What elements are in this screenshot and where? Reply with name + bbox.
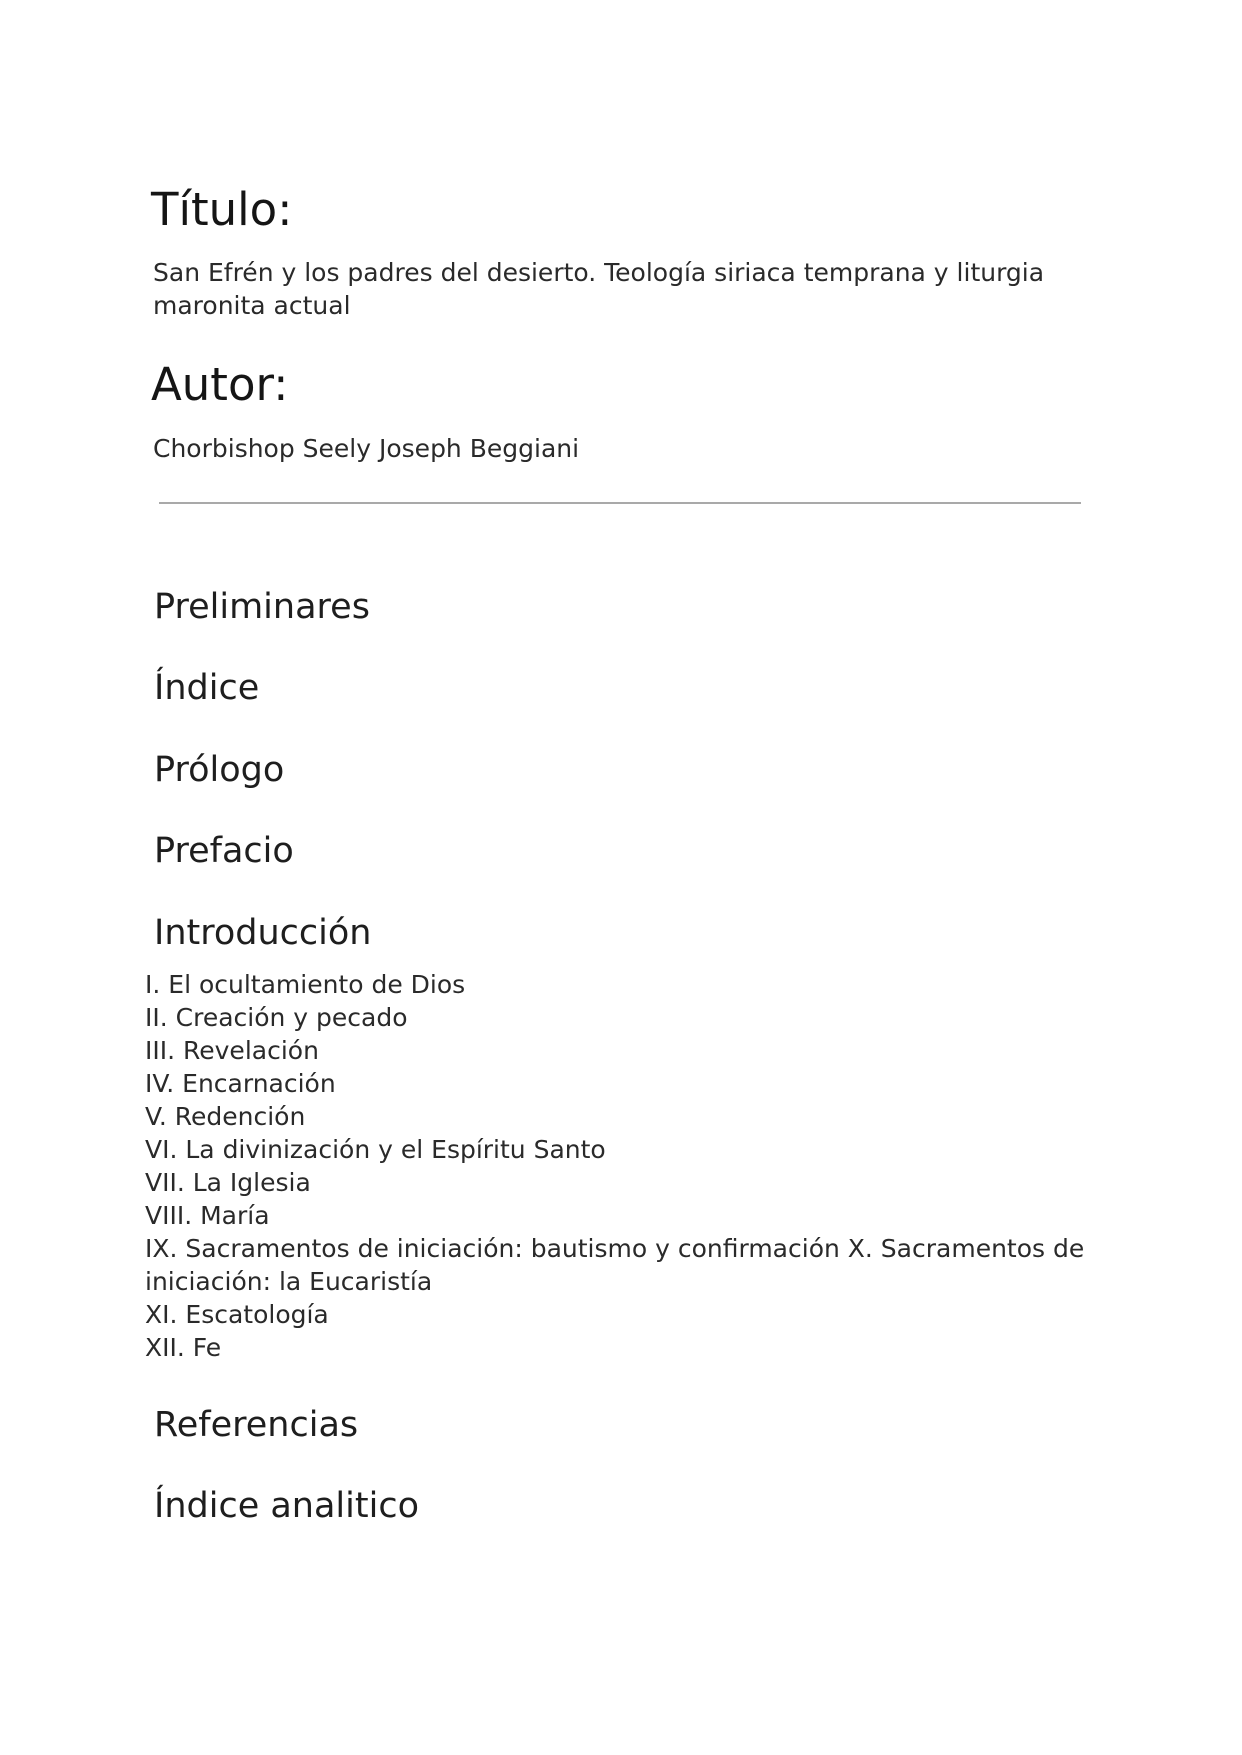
- toc-link-indice-analitico[interactable]: Índice analitico: [154, 1486, 419, 1526]
- author-label: Autor:: [151, 358, 289, 411]
- toc-link-preliminares[interactable]: Preliminares: [154, 587, 370, 627]
- book-author: Chorbishop Seely Joseph Beggiani: [153, 434, 580, 463]
- toc-link-prologo[interactable]: Prólogo: [154, 750, 285, 790]
- chapter-item-9-10[interactable]: IX. Sacramentos de iniciación: bautismo y confirmación X. Sacramentos de iniciación: la Eucaristía: [145, 1234, 1085, 1296]
- horizontal-divider: [159, 502, 1081, 504]
- chapter-item-6[interactable]: VI. La divinización y el Espíritu Santo: [145, 1135, 606, 1164]
- chapter-item-11[interactable]: XI. Escatología: [145, 1300, 329, 1329]
- chapter-item-2[interactable]: II. Creación y pecado: [145, 1003, 408, 1032]
- toc-link-indice[interactable]: Índice: [154, 668, 260, 708]
- book-title: San Efrén y los padres del desierto. Teología siriaca temprana y liturgia maronita actual: [153, 258, 1045, 320]
- chapter-list: [145, 968, 1085, 1364]
- chapter-item-5[interactable]: V. Redención: [145, 1102, 306, 1131]
- toc-link-introduccion[interactable]: Introducción: [154, 913, 372, 953]
- chapter-item-1[interactable]: I. El ocultamiento de Dios: [145, 970, 466, 999]
- chapter-item-7[interactable]: VII. La Iglesia: [145, 1168, 311, 1197]
- chapter-item-4[interactable]: IV. Encarnación: [145, 1069, 336, 1098]
- title-label: Título:: [151, 183, 293, 236]
- chapter-item-8[interactable]: VIII. María: [145, 1201, 270, 1230]
- chapter-item-3[interactable]: III. Revelación: [145, 1036, 319, 1065]
- toc-link-referencias[interactable]: Referencias: [154, 1405, 359, 1445]
- toc-link-prefacio[interactable]: Prefacio: [154, 831, 294, 871]
- chapter-item-12[interactable]: XII. Fe: [145, 1333, 222, 1362]
